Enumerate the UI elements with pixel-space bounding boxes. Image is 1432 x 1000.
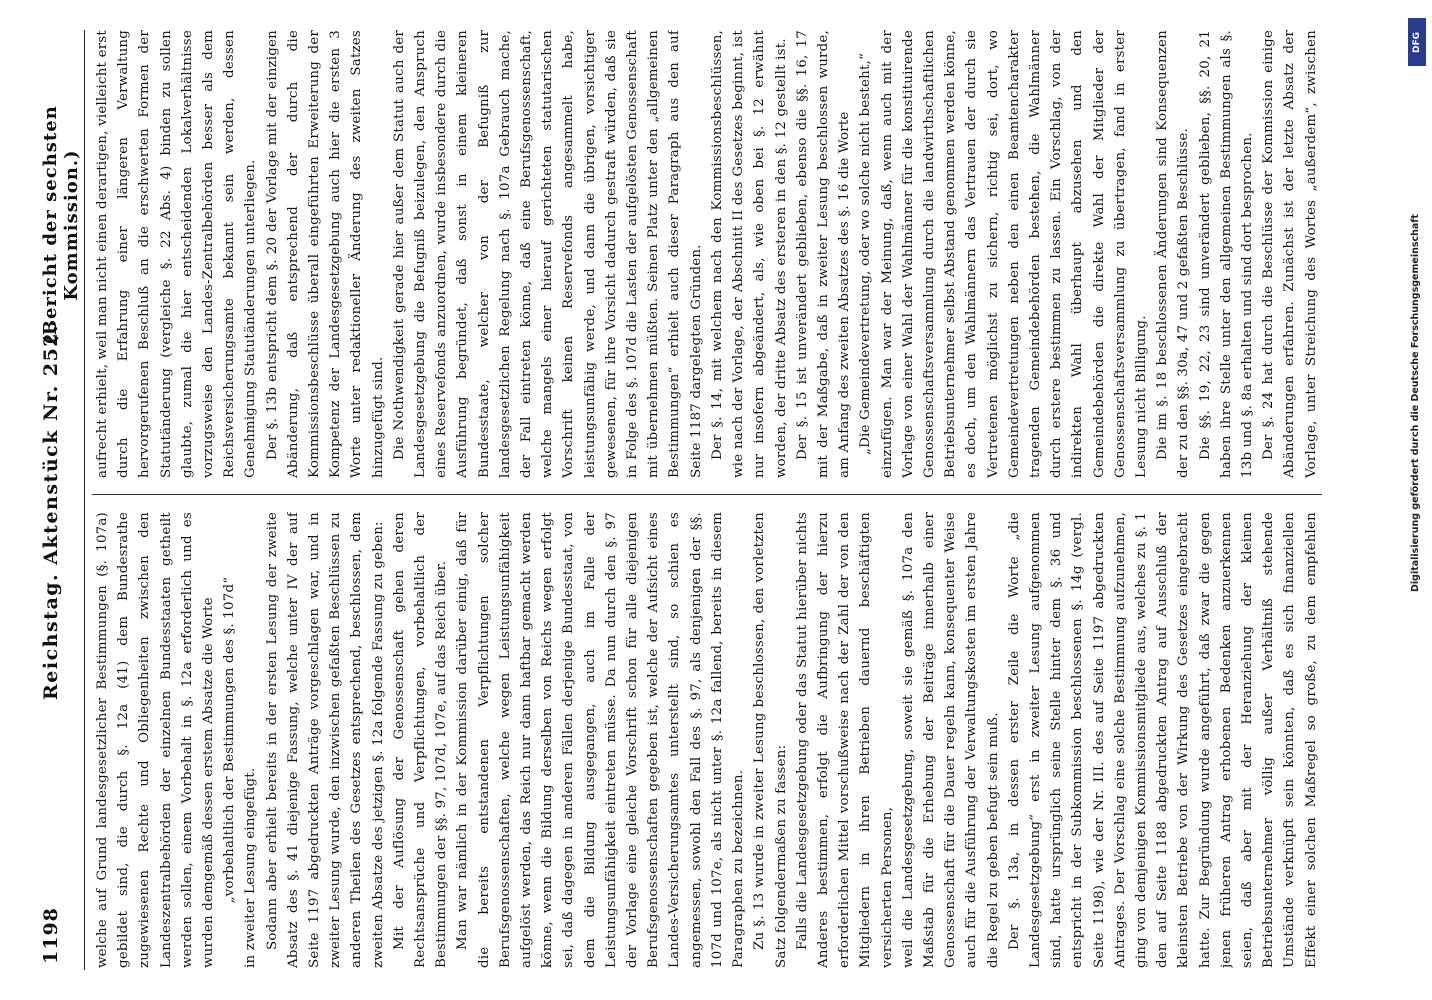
page-number: 1198 <box>40 907 62 964</box>
dfg-logo: DFG <box>1408 18 1426 66</box>
paragraph: Die im §. 18 beschlossenen Änderungen sind Konsequenzen der zu den §§. 30a, 47 und 2 gefaßten Beschlüsse. <box>1155 30 1192 478</box>
right-column <box>92 30 1322 478</box>
quoted-provision: Mit der Auflösung der Genossenschaft gehen deren Rechtsansprüche und Verpflichtungen, vorbehaltlich der Bestimmungen der §§. 97, 107d, 107e, auf das Reich über. <box>391 512 450 968</box>
paragraph: Der §. 14, mit welchem nach den Kommissionsbeschlüssen, wie nach der Vorlage, der Abschnitt II des Gesetzes beginnt, ist nur insofern abgeändert, als, wie oben bei §. 12 erwähnt worden, der dritte Absatz des ersteren in den §. 12 gestellt ist. <box>709 30 789 478</box>
paragraph: weil die Landesgesetzgebung, soweit sie gemäß §. 107a den Maßstab für die Erhebung der Beiträge innerhalb einer Genossenschaft für die Dauer regeln kann, konsequenter Weise auch für die Ausführung der Verwaltungskosten im ersten Jahre die Regel zu geben befugt sein muß. <box>900 512 1001 968</box>
paragraph: welche auf Grund landesgesetzlicher Bestimmungen (§. 107a) gebildet sind, die durch §. 12a (41) dem Bundesrathe zugewiesenen Rechte und Obliegenheiten zwischen den Landeszentralbehörden der einzelnen Bundesstaaten getheilt werden sollen, einem Vorbehalt in §. 12a erforderlich und es wurden demgemäß dessen erstem Absatze die Worte <box>95 512 217 968</box>
quoted-insertion: „Die Gemeindevertretung, oder wo solche nicht besteht,“ <box>858 52 874 456</box>
header-rule <box>84 30 85 970</box>
paragraph: Der §. 13b entspricht dem §. 20 der Vorlage mit der einzigen Abänderung, daß entsprechend der durch die Kommissionsbeschlüsse überall eingeführten Erweiterung der Kompetenz der Landesgesetzgebung auch hier die ersten 3 Worte unter redaktioneller Änderung des zweiten Satzes hinzugefügt sind. <box>264 30 386 478</box>
paragraph: Die Nothwendigkeit gerade hier außer dem Statut auch der Landesgesetzgebung die Befugniß beizulegen, den Anspruch eines Reservefonds anzuordnen, wurde insbesondere durch die Ausführung begründet, daß sonst in einem kleineren Bundesstaate, welcher von der Befugniß zur landesgesetzlichen Regelung nach §. 107a Gebrauch mache, der Fall eintreten könne, daß eine Berufsgenossenschaft, welche mangels einer hierauf gerichteten statutarischen Vorschrift keinen Reservefonds angesammelt habe, leistungsunfähig werde, und dann die übrigen, vorsichtiger gewesenen, für ihre Vorsicht dadurch gestraft würden, daß sie in Folge des §. 107d die Lasten der aufgelösten Genossenschaft mit übernehmen müßten. Seinen Platz unter den „allgemeinen Bestimmungen“ erhielt auch dieser Paragraph aus den auf Seite 1187 dargelegten Gründen. <box>391 30 704 478</box>
quoted-insertion: „vorbehaltlich der Bestimmungen des §. 107d“ <box>222 576 238 904</box>
paragraph: Zu §. 13 wurde in zweiter Lesung beschlossen, den vorletzten Satz folgendermaßen zu fassen: <box>752 512 789 968</box>
paragraph: Die §§. 19, 22, 23 sind unverändert geblieben, §§. 20, 21 haben ihre Stelle unter den allgemeinen Bestimmungen als §. 13b und §. 8a erhalten und sind dort besprochen. <box>1197 30 1255 478</box>
running-head <box>0 0 84 1000</box>
paragraph: in zweiter Lesung eingefügt. <box>243 767 259 968</box>
left-column <box>92 512 1322 968</box>
paragraph: Der §. 13a, in dessen erster Zeile die Worte „die Landesgesetzgebung“ erst in zweiter Lesung aufgenommen sind, hatte ursprünglich seine Stelle hinter dem §. 36 und entspricht in der Subkommission beschlossenen §. 14g (vergl. Seite 1198), wie der Nr. III. des auf Seite 1197 abgedruckten Antrages. Der Vorschlag eine solche Bestimmung aufzunehmen, ging von demjenigen Kommissionsmitgliede aus, welches zu §. 1 den auf Seite 1188 abgedruckten Antrag auf Ausschluß der kleinsten Betriebe von der Wirkung des Gesetzes eingebracht hatte. Zur Begründung wurde angeführt, daß zwar die gegen jenen früheren Antrag erhobenen Bedenken anzuerkennen seien, daß aber mit der Heranziehung der kleinen Betriebsunternehmer völlig außer Verhältniß stehende Umstände verknüpft sein könnten, daß es sich finanziellen Effekt einer solchen Maßregel so große, zu dem empfehlen <box>1006 512 1319 968</box>
paragraph: Man war nämlich in der Kommission darüber einig, daß für die bereits entstandenen Verpflichtungen solcher Berufsgenossenschaften, welche wegen Leistungsunfähigkeit aufgelöst werden, das Reich nur dann haftbar gemacht werden könne, wenn die Bildung derselben von Reichs wegen erfolgt sei, daß dagegen in anderen Fällen derjenige Bundesstaat, von dem die Bildung ausgegangen, auch im Falle der Leistungsunfähigkeit eintreten müsse. Da nun durch den §. 97 der Vorlage eine gleiche Vorschrift schon für alle diejenigen Berufsgenossenschaften gegeben ist, welche der Aufsicht eines Landes-Versicherungsamtes unterstellt sind, so schien es angemessen, sowohl den Fall des §. 97, als denjenigen der §§. 107d und 107e, als nicht unter §. 12a fallend, bereits in diesem Paragraphen zu bezeichnen. <box>455 512 747 968</box>
paragraph: Sodann aber erhielt bereits in der ersten Lesung der zweite Absatz des §. 41 diejenige Fassung, welche unter IV der auf Seite 1197 abgedruckten Anträge vorgeschlagen war, und in zweiter Lesung wurde, den inzwischen gefaßten Beschlüssen zu anderen Theilen des Gesetzes entsprechend, beschlossen, dem zweiten Absatze des jetzigen §. 12a folgende Fassung zu geben: <box>264 512 386 968</box>
column-divider <box>92 494 1322 495</box>
paragraph: aufrecht erhielt, weil man nicht einen derartigen, vielleicht erst durch die Erfahrung einer längeren Verwaltung hervorgerufenen Beschluß an die erschwerten Formen der Statutänderung (vergleiche §. 22 Abs. 4) binden zu sollen glaubte, zumal die hier entscheidenden Lokalverhältnisse vorzugsweise den Landes-Zentralbehörden besser als dem Reichsversicherungsamte bekannt sein werden, dessen Genehmigung Statutänderungen unterliegen. <box>95 30 259 478</box>
running-head-section: (Bericht der sechsten Kommission.) <box>40 105 82 345</box>
paragraph: Der §. 15 ist unverändert geblieben, ebenso die §§. 16, 17 mit der Maßgabe, daß in zweiter Lesung beschlossen wurde, am Anfang des zweiten Absatzes des §. 16 die Worte <box>794 30 853 478</box>
digitization-credit: Digitalisierung gefördert durch die Deutsche Forschungsgemeinschaft <box>1410 214 1421 592</box>
paragraph: einzufügen. Man war der Meinung, daß, wenn auch mit der Vorlage von einer Wahl der Wahlmänner für die konstituirende Genossenschaftsversammlung durch die landwirthschaftlichen Betriebsunternehmer selbst Abstand genommen werden könne, es doch, um den Wahlmännern das Vertrauen der durch sie Vertretenen möglichst zu sichern, richtig sei, dort, wo Gemeindevertretungen neben den einen Beamtencharakter tragenden Gemeindebehörden bestehen, die Wahlmänner durch erstere bestimmen zu lassen. Ein Vorschlag, von der indirekten Wahl überhaupt abzusehen und den Gemeindebehörden die direkte Wahl der Mitglieder der Genossenschaftsversammlung zu übertragen, fand in erster Lesung nicht Billigung. <box>879 30 1149 478</box>
running-head-title: Reichstag. Aktenstück Nr. 252. <box>40 323 62 700</box>
quoted-provision: Falls die Landesgesetzgebung oder das Statut hierüber nichts Anderes bestimmen, erfolgt die Aufbringung der hierzu erforderlichen Mittel vorschußweise nach der Zahl der von den Mitgliedern in ihren Betrieben dauernd beschäftigten versicherten Personen, <box>794 512 895 968</box>
paragraph: Der §. 24 hat durch die Beschlüsse der Kommission einige Abänderungen erfahren. Zunächst ist der letzte Absatz der Vorlage, unter Streichung des Wortes „außerdem“, zwischen <box>1261 30 1319 478</box>
